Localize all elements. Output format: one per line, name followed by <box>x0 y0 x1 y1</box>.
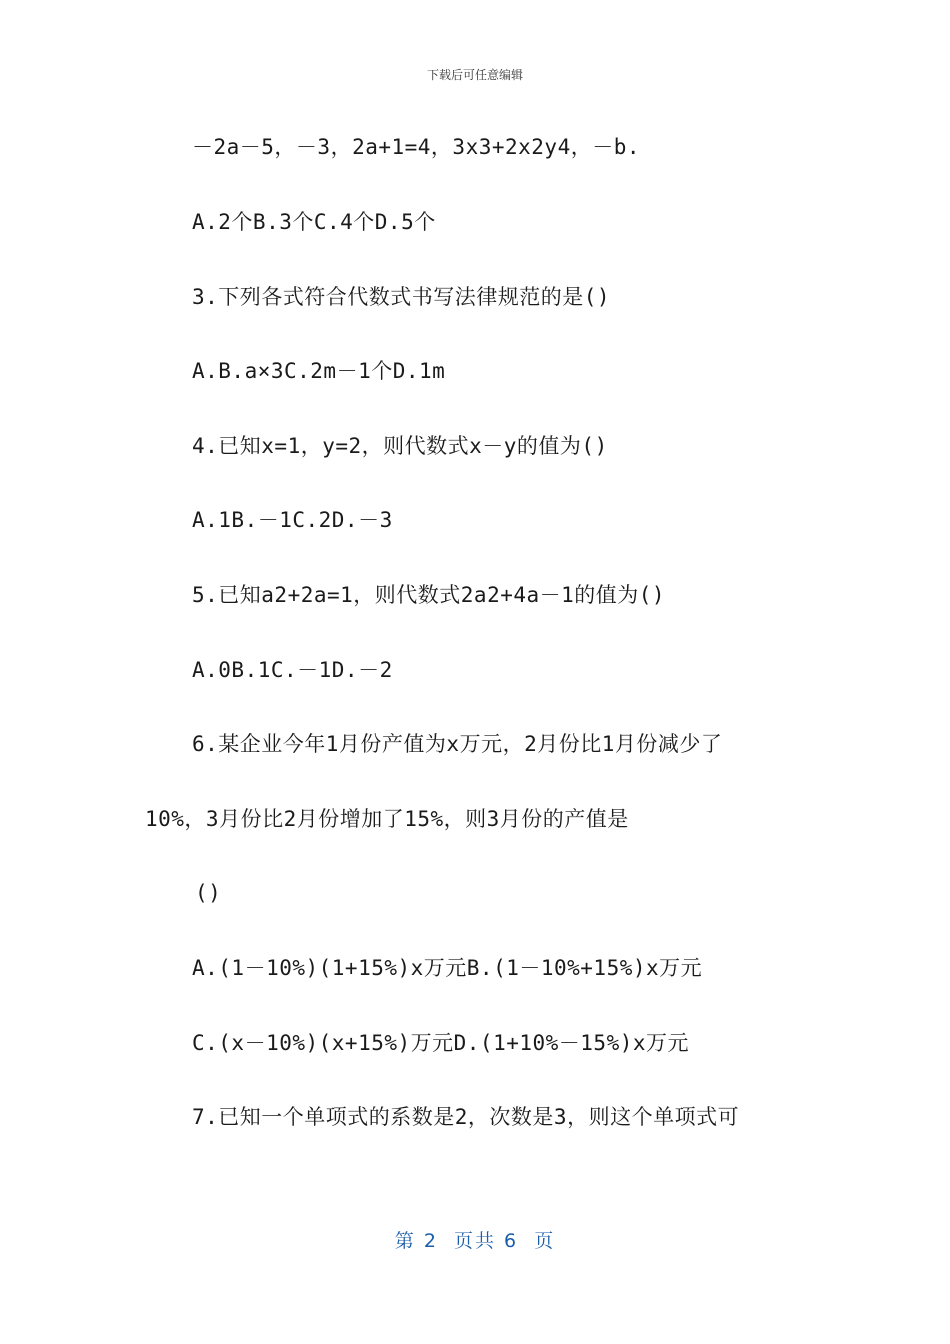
text-line-q6-options-cd: C.(x－10%)(x+15%)万元D.(1+10%－15%)x万元 <box>192 1031 690 1055</box>
text-line-q7: 7.已知一个单项式的系数是2，次数是3，则这个单项式可 <box>192 1105 740 1129</box>
text-line-q4: 4.已知x=1，y=2，则代数式x－y的值为() <box>192 434 608 458</box>
text-line-q2-options: A.2个B.3个C.4个D.5个 <box>192 210 436 234</box>
text-line-q5-options: A.0B.1C.－1D.－2 <box>192 658 393 682</box>
text-line-q5: 5.已知a2+2a=1，则代数式2a2+4a－1的值为() <box>192 583 666 607</box>
page-footer: 第 2 页共 6 页 <box>394 1230 556 1252</box>
text-line-q3: 3.下列各式符合代数式书写法律规范的是() <box>192 285 611 309</box>
page-header: 下载后可任意编辑 <box>426 68 523 82</box>
text-line-q3-options: A.B.a×3C.2m－1个D.1m <box>192 359 446 383</box>
text-line-q6-part2: 10%，3月份比2月份增加了15%，则3月份的产值是 <box>145 807 629 831</box>
text-line-q6-part1: 6.某企业今年1月份产值为x万元，2月份比1月份减少了 <box>192 732 723 756</box>
text-line-expressions: －2a－5，－3，2a+1=4，3x3+2x2y4，－b. <box>192 135 641 159</box>
text-line-q6-bracket: () <box>195 881 222 905</box>
text-line-q4-options: A.1B.－1C.2D.－3 <box>192 508 393 532</box>
text-line-q6-options-ab: A.(1－10%)(1+15%)x万元B.(1－10%+15%)x万元 <box>192 956 703 980</box>
